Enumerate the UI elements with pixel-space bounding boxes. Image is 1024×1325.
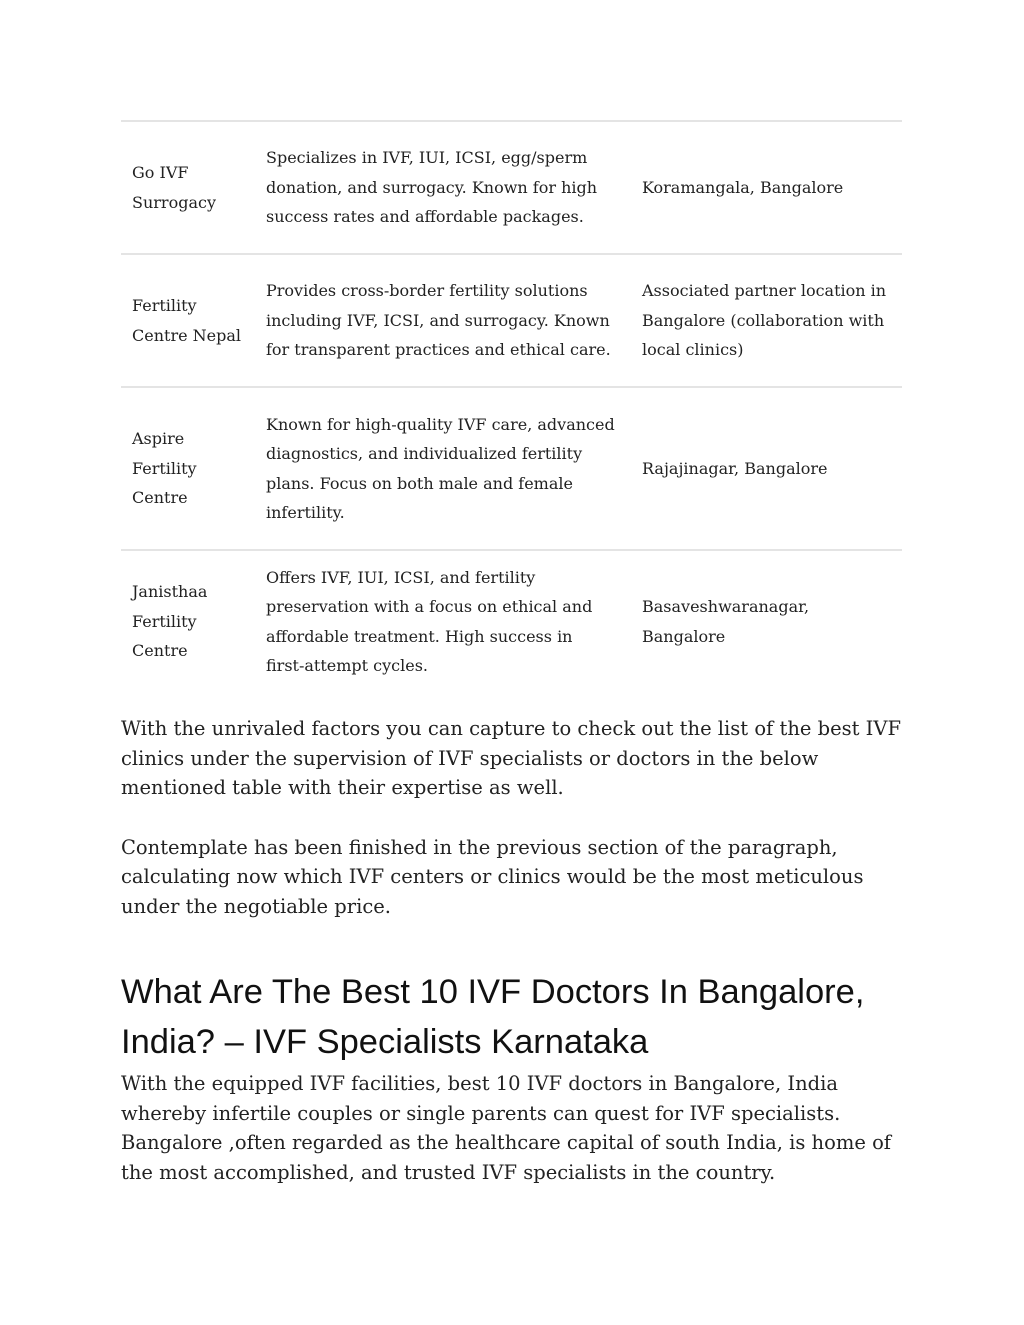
clinic-location-cell — [642, 254, 902, 387]
contemplate-paragraph: Contemplate has been finished in the previous section of the paragraph, calculating now which IVF centers or clinics would be the most meticulous under the negotiable price. — [121, 835, 864, 918]
clinic-name: Fertility Centre Nepal — [132, 296, 242, 345]
table-row — [121, 121, 902, 254]
clinic-description-cell — [266, 121, 642, 254]
clinic-location-cell — [642, 121, 902, 254]
clinic-description-cell — [266, 254, 642, 387]
clinic-name-cell — [121, 387, 266, 550]
clinic-location-cell — [642, 387, 902, 550]
ivf-clinics-table — [121, 120, 902, 692]
table-row — [121, 387, 902, 550]
clinic-description-cell — [266, 387, 642, 550]
table-row — [121, 254, 902, 387]
clinic-location: Rajajinagar, Bangalore — [642, 458, 828, 478]
clinic-description: Specializes in IVF, IUI, ICSI, egg/sperm donation, and surrogacy. Known for high success rates and affordable packages. — [266, 148, 598, 227]
clinic-description-cell — [266, 550, 642, 692]
clinic-name: Janisthaa Fertility Centre — [132, 582, 208, 661]
clinic-description: Offers IVF, IUI, ICSI, and fertility preservation with a focus on ethical and affordable treatment. High success in first-attempt cycles. — [266, 567, 593, 675]
clinic-name: Aspire Fertility Centre — [132, 429, 197, 508]
clinic-description: Known for high-quality IVF care, advanced diagnostics, and individualized fertility plans. Focus on both male and female infertility. — [266, 414, 615, 522]
clinic-location: Associated partner location in Bangalore (collaboration with local clinics) — [642, 281, 887, 360]
table-row — [121, 550, 902, 692]
clinic-description: Provides cross-border fertility solutions including IVF, ICSI, and surrogacy. Known for transparent practices and ethical care. — [266, 281, 611, 360]
document-page — [121, 120, 902, 1187]
ivf-doctors-paragraph: With the equipped IVF facilities, best 10 IVF doctors in Bangalore, India whereby infertile couples or single parents can quest for IVF specialists. Bangalore ,often regarded as the healthcare capital of south India, is home of the most accomplished, and trusted IVF specialists in the country. — [121, 1072, 892, 1184]
clinic-location: Koramangala, Bangalore — [642, 177, 844, 197]
clinic-name-cell — [121, 550, 266, 692]
clinic-name-cell — [121, 254, 266, 387]
intro-paragraph: With the unrivaled factors you can capture to check out the list of the best IVF clinics under the supervision of IVF specialists or doctors in the below mentioned table with their expertise as well. — [121, 717, 901, 799]
clinic-location: Basaveshwaranagar, Bangalore — [642, 597, 810, 646]
section-heading: What Are The Best 10 IVF Doctors In Bangalore, India? – IVF Specialists Karnataka — [121, 973, 865, 1061]
clinic-location-cell — [642, 550, 902, 692]
clinic-name-cell — [121, 121, 266, 254]
clinic-name: Go IVF Surrogacy — [132, 163, 216, 212]
